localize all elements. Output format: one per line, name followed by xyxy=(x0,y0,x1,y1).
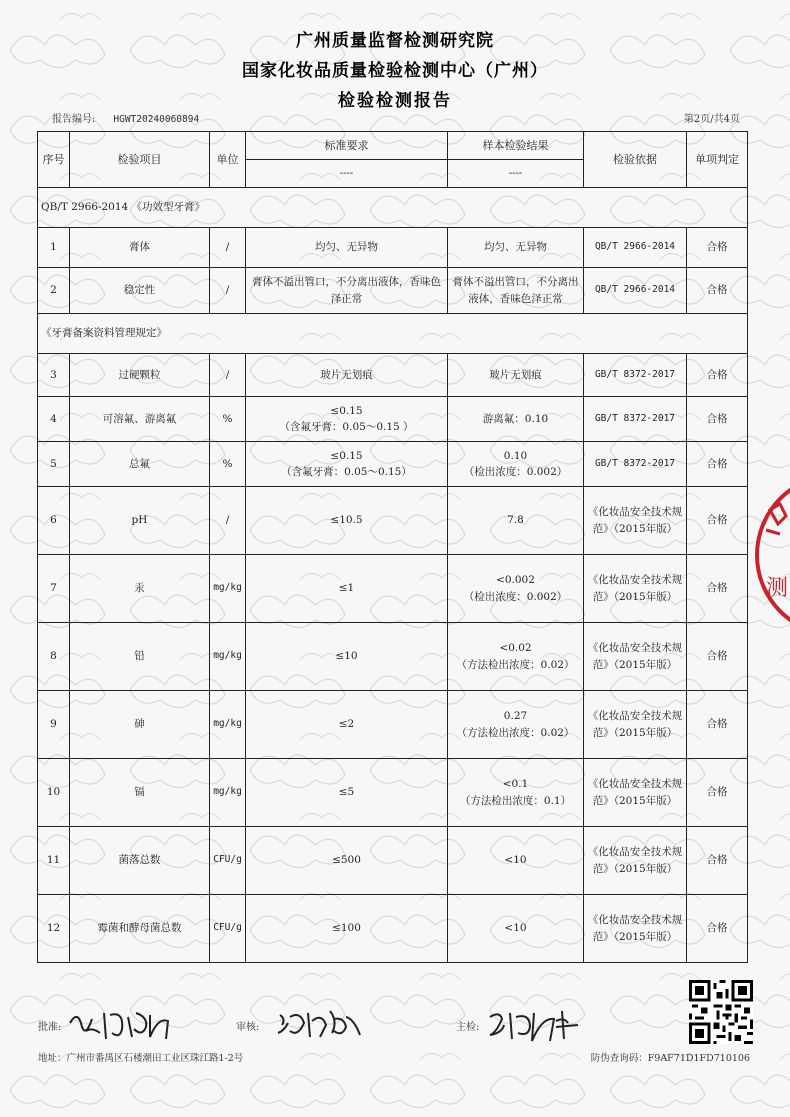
row-result xyxy=(448,691,584,759)
row-basis: GB/T 8372-2017 xyxy=(584,397,687,442)
reviewer xyxy=(236,1018,259,1033)
row-result: <10 xyxy=(448,827,584,895)
inspection-table xyxy=(37,131,748,963)
row-standard: ≤5 xyxy=(246,759,448,827)
row-standard: ≤500 xyxy=(246,827,448,895)
row-result xyxy=(448,555,584,623)
header-item: 检验项目 xyxy=(70,132,210,188)
row-item: 过硬颗粒 xyxy=(70,354,210,397)
header-verdict: 单项判定 xyxy=(687,132,748,188)
row-basis: 《化妆品安全技术规范》（2015年版） xyxy=(584,487,687,555)
seal-char: 测 xyxy=(766,576,789,601)
row-standard: 均匀、无异物 xyxy=(246,228,448,268)
row-verdict: 合格 xyxy=(687,487,748,555)
row-result: 均匀、无异物 xyxy=(448,228,584,268)
row-no: 4 xyxy=(38,397,70,442)
row-basis: 《化妆品安全技术规范》（2015年版） xyxy=(584,895,687,963)
row-result-value: <0.02 xyxy=(499,642,532,655)
row-unit: % xyxy=(210,397,246,442)
institute-name: 广州质量监督检测研究院 xyxy=(296,31,494,51)
row-no: 10 xyxy=(38,759,70,827)
header-standard-sub: ---- xyxy=(246,160,448,188)
row-result: <10 xyxy=(448,895,584,963)
report-number-value: HGWT20240060894 xyxy=(113,114,200,125)
row-item: 稳定性 xyxy=(70,268,210,314)
row-standard-limit: ≤0.15 xyxy=(330,404,363,417)
table-row xyxy=(38,354,748,397)
row-no: 6 xyxy=(38,487,70,555)
report-number-label: 报告编号: xyxy=(52,114,96,125)
row-unit: mg/kg xyxy=(210,555,246,623)
row-no: 2 xyxy=(38,268,70,314)
row-basis: 《化妆品安全技术规范》（2015年版） xyxy=(584,691,687,759)
row-item: 菌落总数 xyxy=(70,827,210,895)
header-result-sub: ---- xyxy=(448,160,584,188)
row-standard-limit: ≤0.15 xyxy=(330,449,363,462)
row-item: 镉 xyxy=(70,759,210,827)
row-item: 霉菌和酵母菌总数 xyxy=(70,895,210,963)
row-verdict: 合格 xyxy=(687,827,748,895)
row-standard xyxy=(246,397,448,442)
row-unit: CFU/g xyxy=(210,827,246,895)
header-unit: 单位 xyxy=(210,132,246,188)
row-basis: GB/T 8372-2017 xyxy=(584,354,687,397)
row-basis: GB/T 8372-2017 xyxy=(584,442,687,487)
section-heading-toothpaste: 《牙膏备案资料管理规定》 xyxy=(38,314,748,354)
anti-counterfeit-code: 防伪查询码：F9AF71D1FD710106 xyxy=(590,1053,750,1064)
row-result-note: （方法检出浓度：0.02） xyxy=(456,726,575,739)
row-verdict: 合格 xyxy=(687,895,748,963)
header-seq: 序号 xyxy=(38,132,70,188)
lead-inspector xyxy=(456,1018,479,1033)
row-unit: mg/kg xyxy=(210,759,246,827)
row-result: 7.8 xyxy=(448,487,584,555)
row-result-value: <0.1 xyxy=(502,778,529,791)
row-verdict: 合格 xyxy=(687,228,748,268)
row-basis: 《化妆品安全技术规范》（2015年版） xyxy=(584,759,687,827)
row-unit: / xyxy=(210,228,246,268)
row-item: 可溶氟、游离氟 xyxy=(70,397,210,442)
table-row xyxy=(38,827,748,895)
lead-label: 主检: xyxy=(456,1022,480,1033)
qr-code[interactable] xyxy=(689,980,753,1044)
row-no: 11 xyxy=(38,827,70,895)
row-standard-note: （含氟牙膏：0.05～0.15 ） xyxy=(279,421,414,433)
row-item: 膏体 xyxy=(70,228,210,268)
section-heading-qbt: QB/T 2966-2014 《功效型牙膏》 xyxy=(38,188,748,228)
header-basis: 检验依据 xyxy=(584,132,687,188)
table-row xyxy=(38,228,748,268)
report-number xyxy=(52,110,199,125)
row-unit: CFU/g xyxy=(210,895,246,963)
row-result-value: 0.27 xyxy=(503,710,528,723)
page-indicator: 第2页/共4页 xyxy=(683,114,740,125)
row-result-value: 0.10 xyxy=(503,449,528,462)
header-standard: 标准要求 xyxy=(246,132,448,160)
row-standard-note: （含氟牙膏：0.05～0.15） xyxy=(281,466,412,478)
table-row xyxy=(38,623,748,691)
official-seal xyxy=(752,470,790,640)
row-item: 总氟 xyxy=(70,442,210,487)
row-standard: 膏体不溢出管口，不分离出液体，香味色泽正常 xyxy=(246,268,448,314)
row-item: 汞 xyxy=(70,555,210,623)
row-no: 9 xyxy=(38,691,70,759)
row-basis: 《化妆品安全技术规范》（2015年版） xyxy=(584,555,687,623)
row-result xyxy=(448,442,584,487)
row-no: 8 xyxy=(38,623,70,691)
row-standard xyxy=(246,442,448,487)
approver xyxy=(38,1018,61,1033)
row-verdict: 合格 xyxy=(687,759,748,827)
table-row xyxy=(38,487,748,555)
row-verdict: 合格 xyxy=(687,555,748,623)
row-unit: / xyxy=(210,268,246,314)
row-unit: / xyxy=(210,487,246,555)
row-unit: mg/kg xyxy=(210,623,246,691)
row-standard: ≤100 xyxy=(246,895,448,963)
row-verdict: 合格 xyxy=(687,442,748,487)
row-result xyxy=(448,623,584,691)
row-basis: 《化妆品安全技术规范》（2015年版） xyxy=(584,827,687,895)
row-standard: ≤10 xyxy=(246,623,448,691)
row-result-note: （方法检出浓度：0.02） xyxy=(456,658,575,671)
row-no: 12 xyxy=(38,895,70,963)
row-basis: QB/T 2966-2014 xyxy=(584,268,687,314)
row-verdict: 合格 xyxy=(687,397,748,442)
row-verdict: 合格 xyxy=(687,354,748,397)
table-row xyxy=(38,691,748,759)
row-no: 7 xyxy=(38,555,70,623)
table-row xyxy=(38,895,748,963)
row-no: 3 xyxy=(38,354,70,397)
approve-label: 批准: xyxy=(38,1022,62,1033)
table-row xyxy=(38,555,748,623)
table-row xyxy=(38,397,748,442)
row-standard: 玻片无划痕 xyxy=(246,354,448,397)
row-standard: ≤10.5 xyxy=(246,487,448,555)
row-unit: / xyxy=(210,354,246,397)
address: 地址：广州市番禺区石楼潮田工业区珠江路1-2号 xyxy=(38,1053,244,1064)
row-item: 砷 xyxy=(70,691,210,759)
row-basis: 《化妆品安全技术规范》（2015年版） xyxy=(584,623,687,691)
row-item: 铅 xyxy=(70,623,210,691)
table-row xyxy=(38,759,748,827)
row-verdict: 合格 xyxy=(687,691,748,759)
row-unit: mg/kg xyxy=(210,691,246,759)
header-result: 样本检验结果 xyxy=(448,132,584,160)
row-result: 玻片无划痕 xyxy=(448,354,584,397)
row-standard: ≤2 xyxy=(246,691,448,759)
row-verdict: 合格 xyxy=(687,623,748,691)
table-row xyxy=(38,268,748,314)
review-label: 审核: xyxy=(236,1022,260,1033)
row-result-note: （检出浓度：0.002） xyxy=(463,466,568,478)
center-name: 国家化妆品质量检验检测中心（广州） xyxy=(242,61,548,81)
row-result: 游离氟：0.10 xyxy=(448,397,584,442)
row-result xyxy=(448,759,584,827)
row-item: pH xyxy=(70,487,210,555)
approver-signature xyxy=(66,1003,176,1043)
reviewer-signature xyxy=(276,1003,366,1045)
row-basis: QB/T 2966-2014 xyxy=(584,228,687,268)
table-row xyxy=(38,442,748,487)
row-result-note: （检出浓度：0.002） xyxy=(463,590,568,603)
report-title: 检验检测报告 xyxy=(338,91,452,111)
row-result-value: <0.002 xyxy=(496,574,535,587)
row-no: 5 xyxy=(38,442,70,487)
row-unit: % xyxy=(210,442,246,487)
row-no: 1 xyxy=(38,228,70,268)
row-verdict: 合格 xyxy=(687,268,748,314)
row-result: 膏体不溢出管口，不分离出液体，香味色泽正常 xyxy=(448,268,584,314)
lead-inspector-signature xyxy=(486,1003,586,1045)
row-result-note: （方法检出浓度：0.1） xyxy=(459,794,572,807)
row-standard: ≤1 xyxy=(246,555,448,623)
